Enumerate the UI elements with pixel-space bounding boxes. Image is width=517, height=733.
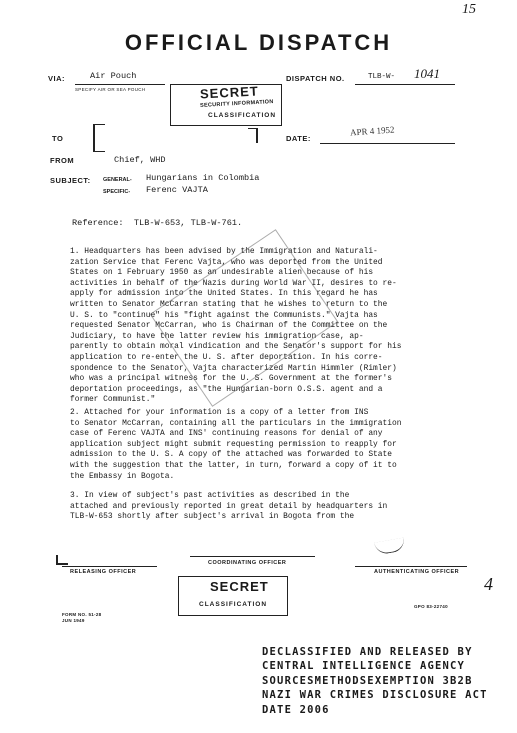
- via-value: Air Pouch: [90, 71, 137, 81]
- declassification-stamp: DECLASSIFIED AND RELEASED BY CENTRAL INTELLIGENCE AGENCY SOURCESMETHODSEXEMPTION 3B2B NAZI WAR CRIMES DISCLOSURE ACT DATE 2006: [262, 646, 488, 716]
- paragraph-2: 2. Attached for your information is a copy of a letter from INS to Senator McCarran, containing all the particulars in the immigration case of Ferenc VAJTA and INS' continuing reasons for denial of any application subject might submit requesting permission to reapply for admission to the U. S. A copy of the attached was forwarded to State with the suggestion that the latter, in turn, forward a copy of it to the Embassy in Bogota.: [70, 408, 402, 481]
- coordinating-officer-label: COORDINATING OFFICER: [208, 560, 287, 566]
- via-line: [75, 84, 165, 85]
- date-stamp: APR 4 1952: [349, 124, 395, 138]
- releasing-officer-mark: [56, 555, 68, 565]
- subject-specific-value: Ferenc VAJTA: [146, 185, 208, 195]
- via-note: SPECIFY AIR OR SEA POUCH: [75, 87, 146, 92]
- dispatch-no-label: DISPATCH NO.: [286, 74, 345, 83]
- from-label: FROM: [50, 156, 75, 165]
- secret-stamp-bottom: SECRET: [210, 579, 269, 594]
- margin-handwritten-mark: 4: [484, 574, 493, 594]
- paragraph-3: 3. In view of subject's past activities as described in the attached and previously reported in great detail by headquarters in TLB-W-653 shortly after subject's arrival in Bogota from the: [70, 491, 388, 522]
- classification-label-top: CLASSIFICATION: [208, 112, 277, 119]
- to-bracket-left: [93, 124, 105, 152]
- releasing-officer-label: RELEASING OFFICER: [70, 569, 137, 575]
- authenticating-officer-label: AUTHENTICATING OFFICER: [374, 569, 460, 575]
- to-label: TO: [52, 134, 64, 143]
- document-title: OFFICIAL DISPATCH: [124, 30, 393, 55]
- dispatch-no-prefix: TLB-W-: [368, 73, 396, 81]
- signature-scribble: [374, 537, 406, 555]
- to-bracket-right: [248, 128, 258, 143]
- form-number: FORM NO. 51-28 JUN 1949: [62, 612, 102, 623]
- releasing-officer-line: [62, 566, 157, 567]
- subject-general-value: Hungarians in Colombia: [146, 173, 260, 183]
- dispatch-no-line: [355, 84, 455, 85]
- via-label: VIA:: [48, 74, 65, 83]
- subject-general-label: GENERAL-: [103, 177, 132, 183]
- subject-label: SUBJECT:: [50, 176, 91, 185]
- paragraph-1: 1. Headquarters has been advised by the Immigration and Naturali- zation Service that Ferenc Vajta, who was deported from the United States on 1 February 1950 as an undesirable alien because of his activities in behalf of the Nazis during World War II, desires to re- apply for admission into the United States. In this regard he has written to Senator McCarran stating that he wishes to return to the U. S. to "continue" his "fight against the Communists." Vajta has requested Senator McCarran, who is Chairman of the Committee on the Judiciary, to have the latter review his immigration case, ap- parently to obtain moral vindication and the Senator's support for his application to re-enter the U. S. after deportation. In his corre- spondence to the Senator, Vajta characterized Martin Himmler (Rimler) who was a principal witness for the U. S. Government at the former's deportation proceedings, as "the Hungarian-born O.S.S. agent and a former Communist.": [70, 247, 402, 405]
- authenticating-officer-line: [355, 566, 467, 567]
- secret-stamp-top: SECRET: [199, 83, 260, 102]
- from-value: Chief, WHD: [114, 155, 166, 165]
- page-number-mark: 15: [462, 2, 476, 17]
- date-line: [320, 143, 455, 144]
- gpo-number: GPO 83-22740: [414, 604, 448, 609]
- coordinating-officer-line: [190, 556, 315, 557]
- dispatch-no-number: 1041: [414, 66, 440, 81]
- classification-label-bottom: CLASSIFICATION: [199, 601, 268, 608]
- subject-specific-label: SPECIFIC-: [103, 189, 131, 195]
- security-information-stamp: SECURITY INFORMATION: [199, 99, 274, 109]
- date-label: DATE:: [286, 134, 311, 143]
- reference-line: Reference: TLB-W-653, TLB-W-761.: [72, 218, 243, 228]
